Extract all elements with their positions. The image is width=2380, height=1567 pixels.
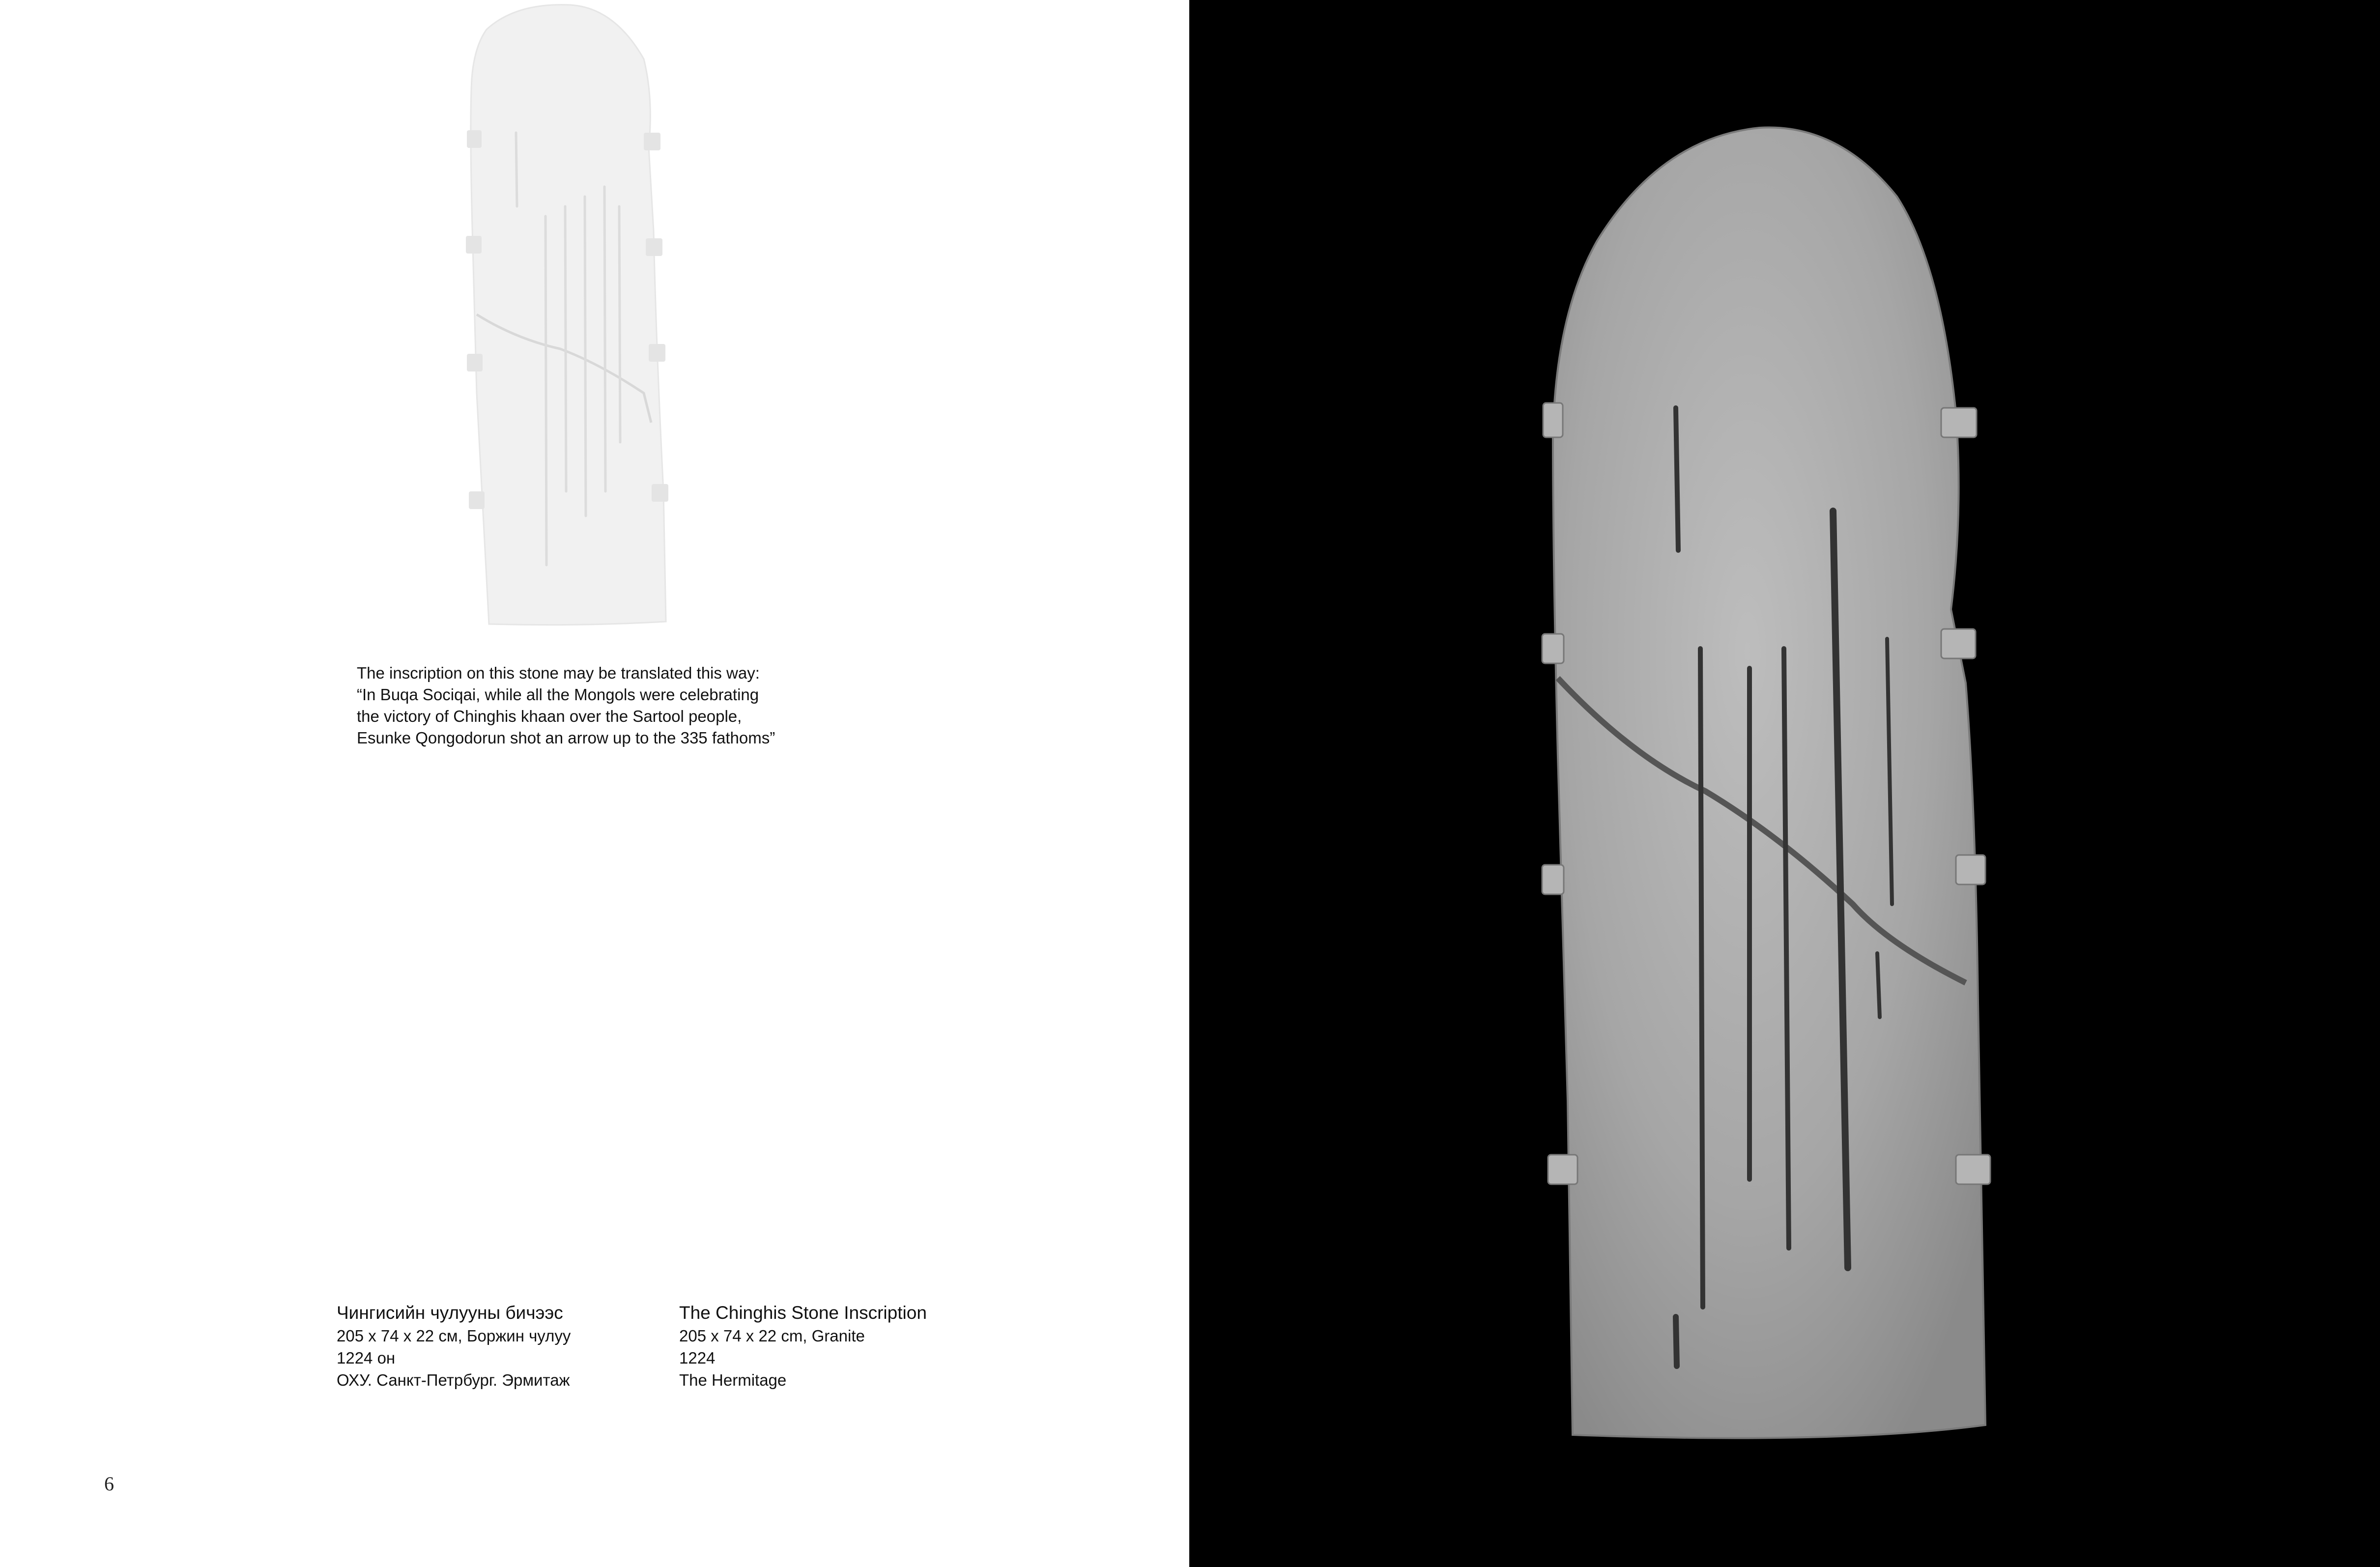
stone-body: [1553, 127, 1985, 1438]
translation-line: The inscription on this stone may be translated this way:: [357, 664, 760, 682]
caption-dimensions: 205 x 74 x 22 cm, Granite: [679, 1327, 865, 1345]
caption-location: The Hermitage: [679, 1371, 787, 1389]
translation-line: Esunke Qongodorun shot an arrow up to the 335 fathoms”: [357, 729, 775, 747]
caption-dimensions: 205 x 74 x 22 см, Боржин чулуу: [337, 1327, 571, 1345]
stone-photo: [1533, 118, 2025, 1454]
caption-year: 1224 он: [337, 1349, 396, 1367]
page-number: 6: [104, 1473, 114, 1495]
stone-outline: [471, 5, 666, 625]
translation-text: [357, 662, 897, 749]
right-page: [1189, 0, 2380, 1567]
caption-location: ОХУ. Санкт-Петрбург. Эрмитаж: [337, 1371, 570, 1389]
caption-title: Чингисийн чулууны бичээс: [337, 1303, 563, 1323]
caption-year: 1224: [679, 1349, 716, 1367]
left-page: [0, 0, 1189, 1567]
caption-english: [679, 1301, 927, 1391]
caption-mongolian: [337, 1301, 571, 1391]
faded-stone-image: [457, 0, 703, 634]
caption-title: The Chinghis Stone Inscription: [679, 1303, 927, 1323]
translation-line: “In Buqa Sociqai, while all the Mongols were celebrating: [357, 685, 759, 704]
translation-line: the victory of Chinghis khaan over the Sartool people,: [357, 707, 742, 725]
